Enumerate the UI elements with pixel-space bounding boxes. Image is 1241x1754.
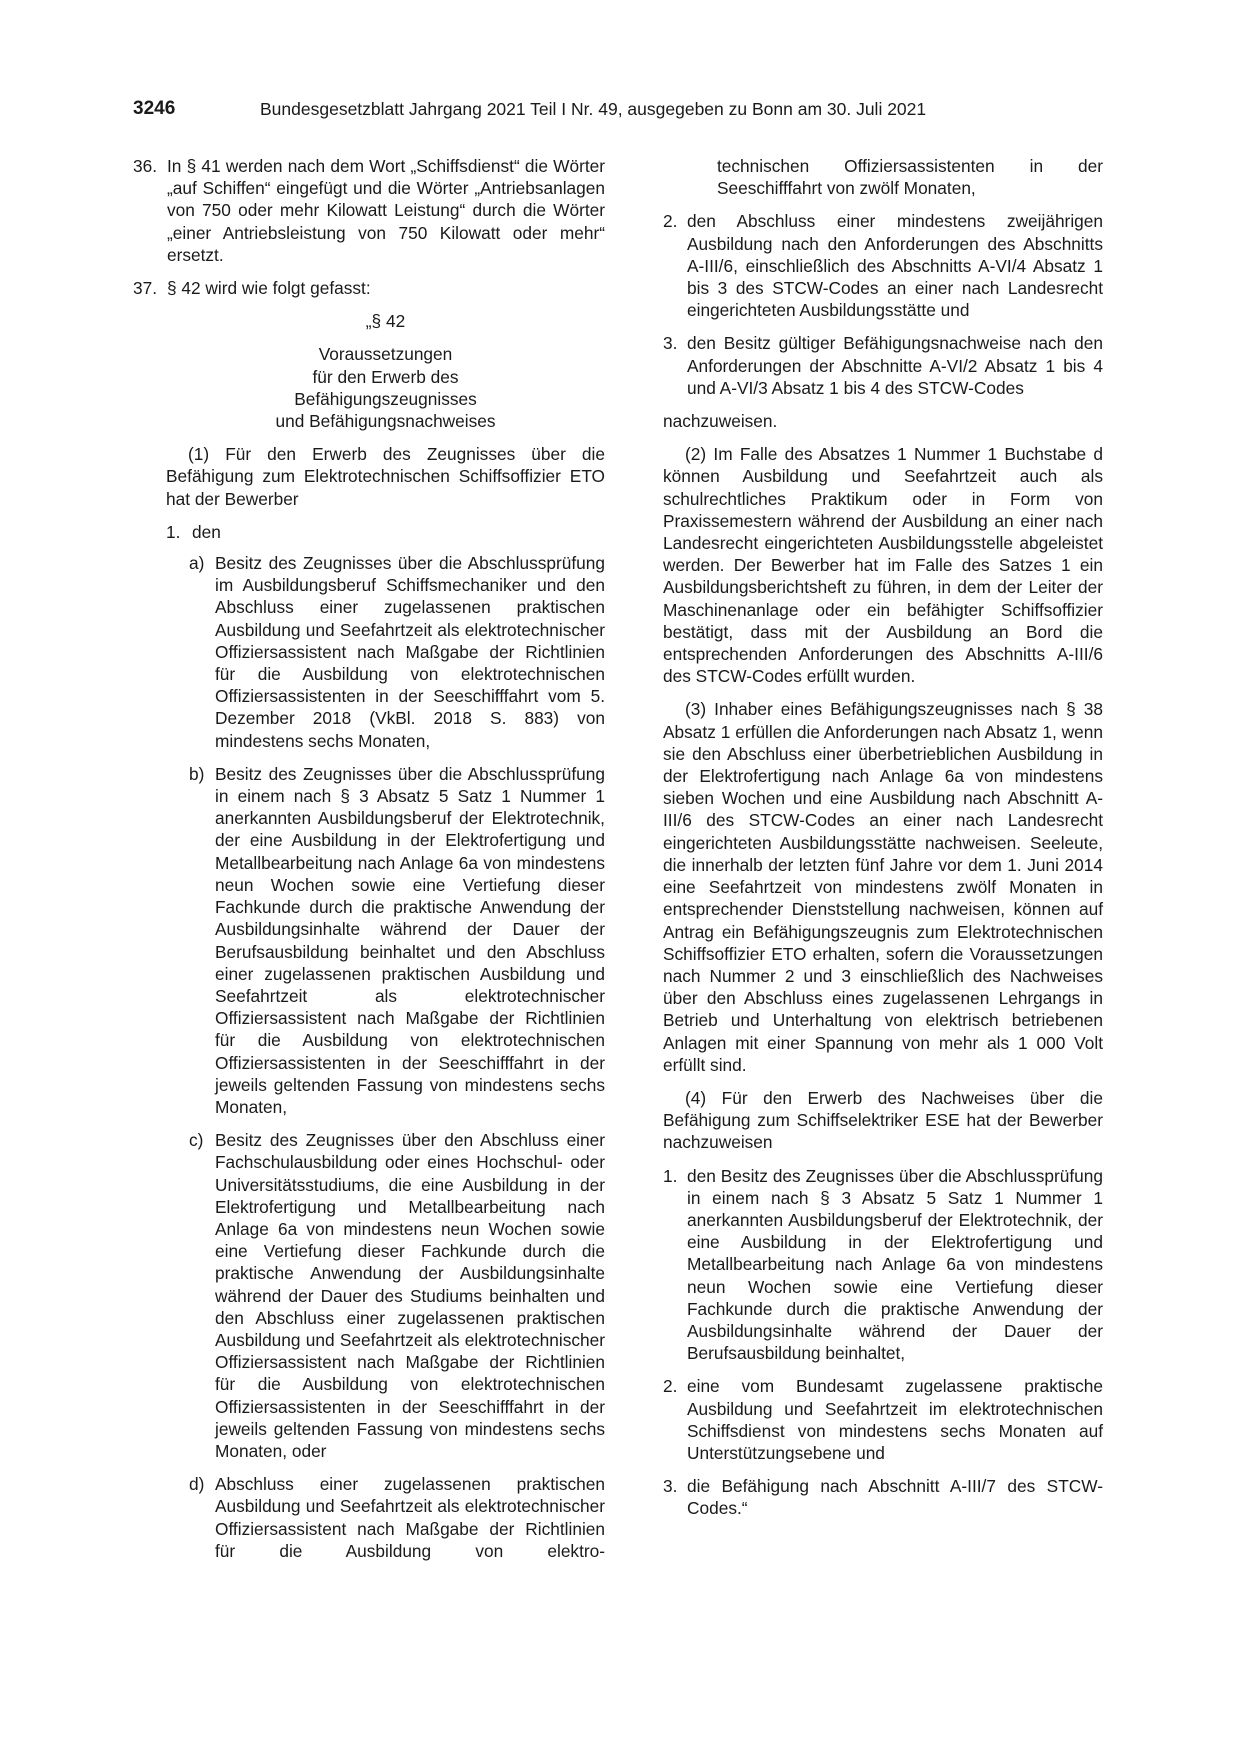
item-letter: d) xyxy=(189,1474,205,1495)
item-number: 1. xyxy=(663,1165,678,1186)
item-letter: c) xyxy=(189,1130,204,1151)
right-column xyxy=(663,155,1103,1531)
item-text: den Besitz gültiger Befähigungsnachweise nach den Anforderungen der Abschnitte A-VI/2 Absatz 1 bis 4 und A-VI/3 Absatz 1 bis 4 des STCW-Codes xyxy=(687,333,1103,398)
paragraph-3: (3) Inhaber eines Befähigungszeugnisses nach § 38 Absatz 1 erfüllen die Anforderungen nach Absatz 1, wenn sie den Abschluss einer überbetrieblichen Ausbildung in der Elektrofertigung nach Anlage 6a von mindestens sieben Wochen und eine Ausbildung nach Abschnitt A-III/6 des STCW-Codes an einer nach Landesrecht eingerichteten Ausbildungsstätte nachweisen. Seeleute, die innerhalb der letzten fünf Jahre vor dem 1. Juni 2014 eine Seefahrtzeit von mindestens zwölf Monaten in entsprechender Dienststellung nachweisen, können auf Antrag ein Befähigungszeugnis zum Elektrotechnischen Schiffsoffizier ETO erhalten, sofern die Voraussetzungen nach Nummer 2 und 3 einschließlich des Nachweises über den Abschluss eines zugelassenen Lehrgangs in Betrieb und Unterhaltung von elektrisch betriebenen Anlagen mit einer Spannung von mehr als 1 000 Volt erfüllt sind. xyxy=(663,699,1103,1075)
list-item-3 xyxy=(663,332,1103,399)
item-text: die Befähigung nach Abschnitt A-III/7 des STCW-Codes.“ xyxy=(687,1476,1103,1519)
item-number: 2. xyxy=(663,211,678,232)
item-number: 1. xyxy=(166,521,181,542)
page-number: 3246 xyxy=(133,98,176,119)
list-item-2 xyxy=(663,210,1103,321)
section-heading xyxy=(166,343,605,432)
heading-line: Befähigungszeugnisses xyxy=(294,388,477,409)
item-text: den xyxy=(192,521,221,542)
item-letter: b) xyxy=(189,763,205,784)
ese-item-3 xyxy=(663,1475,1103,1519)
letter-item-b xyxy=(189,763,605,1118)
amendment-item-36 xyxy=(133,155,605,266)
item-text: Besitz des Zeugnisses über die Abschlussprüfung in einem nach § 3 Absatz 5 Satz 1 Nummer 1 anerkannten Ausbildungsberuf der Elektrotechnik, der eine Ausbildung in der Elektrofertigung und Metallbearbeitung nach Anlage 6a von mindestens neun Wochen sowie eine Vertiefung dieser Fachkunde durch die praktische Anwendung der Ausbildungsinhalte während der Dauer der Berufsausbildung beinhaltet und den Abschluss einer zugelassenen praktischen Ausbildung und Seefahrtzeit als elektrotechnischer Offiziersassistent nach Maßgabe der Richtlinien für die Ausbildung von elektrotechnischen Offiziersassistenten in der Seeschifffahrt in der jeweils geltenden Fassung von mindestens sechs Monaten, xyxy=(215,763,605,1117)
letter-item-c xyxy=(189,1129,605,1462)
item-letter: a) xyxy=(189,553,205,574)
left-column xyxy=(133,155,605,1573)
item-number: 36. xyxy=(133,156,158,176)
item-number: 3. xyxy=(663,333,678,354)
item-text: § 42 wird wie folgt gefasst: xyxy=(167,278,371,299)
gazette-title: Bundesgesetzblatt Jahrgang 2021 Teil I Nr. 49, ausgegeben zu Bonn am 30. Juli 2021 xyxy=(260,99,927,119)
heading-line: und Befähigungsnachweises xyxy=(275,411,496,432)
item-text: den Besitz des Zeugnisses über die Abschlussprüfung in einem nach § 3 Absatz 5 Satz 1 Nummer 1 anerkannten Ausbildungsberuf der Elektrotechnik, der eine Ausbildung in der Elektrofertigung und Metallbearbeitung nach Anlage 6a von mindestens neun Wochen sowie eine Vertiefung dieser Fachkunde durch die praktische Anwendung der Ausbildungsinhalte während der Dauer der Berufsausbildung beinhaltet, xyxy=(687,1165,1103,1364)
ese-item-2 xyxy=(663,1375,1103,1464)
letter-d-continuation: technischen Offiziersassistenten in der Seeschifffahrt von zwölf Monaten, xyxy=(717,156,1103,199)
letter-item-d xyxy=(189,1473,605,1562)
paragraph-2: (2) Im Falle des Absatzes 1 Nummer 1 Buchstabe d können Ausbildung und Seefahrtzeit auch als schulrechtliches Praktikum oder in Form von Praxissemestern während der Ausbildung an einer nach Landesrecht eingerichteten Ausbildungsstelle abgeleistet werden. Der Bewerber hat im Falle des Satzes 1 ein Ausbildungsberichtsheft zu führen, in dem der Leiter der Maschinenanlage oder ein befähigter Schiffsoffizier bestätigt, dass mit der Ausbildung an Bord die entsprechenden Anforderungen des Abschnitts A-III/6 des STCW-Codes erfüllt wurden. xyxy=(663,444,1103,687)
ese-item-1 xyxy=(663,1165,1103,1365)
amendment-item-37 xyxy=(133,277,605,299)
item-text: In § 41 werden nach dem Wort „Schiffsdienst“ die Wörter „auf Schiffen“ eingefügt und die Wörter „Antriebsanlagen von 750 oder mehr Kilowatt Leistung“ durch die Wörter „einer Antriebsleistung von 750 Kilowatt oder mehr“ ersetzt. xyxy=(167,156,605,265)
paragraph-1: (1) Für den Erwerb des Zeugnisses über die Befähigung zum Elektrotechnischen Schiffsoffizier ETO hat der Bewerber xyxy=(166,444,605,509)
item-text: Besitz des Zeugnisses über die Abschlussprüfung im Ausbildungsberuf Schiffsmechaniker und den Abschluss einer zugelassenen praktischen Ausbildung und Seefahrtzeit als elektrotechnischer Offiziersassistent nach Maßgabe der Richtlinien für die Ausbildung von elektrotechnischen Offiziersassistenten in der Seeschifffahrt vom 5. Dezember 2018 (VkBl. 2018 S. 883) von mindestens sechs Monaten, xyxy=(215,553,605,751)
paragraph-4: (4) Für den Erwerb des Nachweises über die Befähigung zum Schiffselektriker ESE hat der Bewerber nachzuweisen xyxy=(663,1087,1103,1153)
page-header xyxy=(133,98,1113,124)
item-text: den Abschluss einer mindestens zweijährigen Ausbildung nach den Anforderungen des Abschnitts A-III/6, einschließlich des Abschnitts A-VI/4 Absatz 1 bis 3 des STCW-Codes an einer nach Landesrecht eingerichteten Ausbildungsstätte und xyxy=(687,211,1103,321)
heading-line: für den Erwerb des xyxy=(312,366,459,387)
heading-line: Voraussetzungen xyxy=(318,344,453,365)
item-text: Abschluss einer zugelassenen praktischen Ausbildung und Seefahrtzeit als elektrotechnischer Offiziersassistent nach Maßgabe der Richtlinien für die Ausbildung von elektro- xyxy=(215,1474,605,1561)
item-text: Besitz des Zeugnisses über den Abschluss einer Fachschulausbildung oder eines Hochschul- oder Universitätsstudiums, die eine Ausbildung in der Elektrofertigung und Metallbearbeitung nach Anlage 6a von mindestens neun Wochen sowie eine Vertiefung dieser Fachkunde durch die praktische Anwendung der Ausbildungsinhalte während der Dauer des Studiums beinhalten und den Abschluss einer zugelassenen praktischen Ausbildung und Seefahrtzeit als elektrotechnischer Offiziersassistent nach Maßgabe der Richtlinien für die Ausbildung von elektrotechnischen Offiziersassistenten in der Seeschifffahrt in der jeweils geltenden Fassung von mindestens sechs Monaten, oder xyxy=(215,1130,605,1461)
letter-item-a xyxy=(189,552,605,752)
item-text: eine vom Bundesamt zugelassene praktische Ausbildung und Seefahrtzeit im elektrotechnischen Schiffsdienst von mindestens sechs Monaten auf Unterstützungsebene und xyxy=(687,1376,1103,1463)
closing-word: nachzuweisen. xyxy=(663,411,778,432)
item-number: 2. xyxy=(663,1376,678,1397)
item-number: 3. xyxy=(663,1476,678,1497)
item-number: 37. xyxy=(133,278,158,299)
section-number: „§ 42 xyxy=(365,311,406,332)
sub-item-1 xyxy=(166,521,605,543)
